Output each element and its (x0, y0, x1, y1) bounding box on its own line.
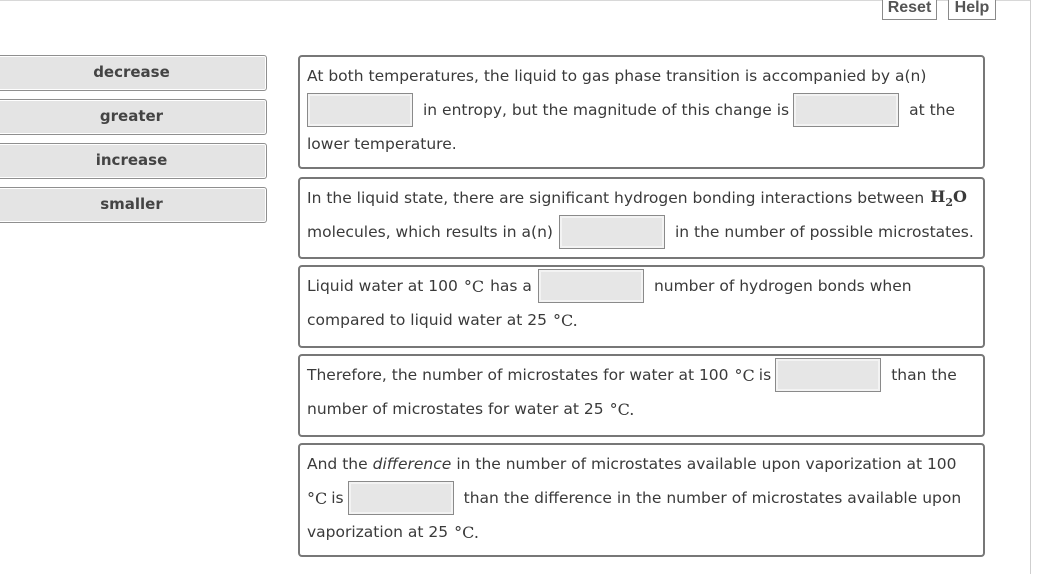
statement-box-3 (298, 265, 985, 348)
statement-text: is (758, 366, 772, 384)
drop-target-2[interactable] (559, 215, 665, 249)
statement-box-4 (298, 354, 985, 437)
unit-celsius: °C (463, 276, 485, 296)
statement-text: in the number of microstates available upon vaporization at 100 (456, 455, 957, 473)
statement-text: lower temperature. (307, 135, 457, 153)
drop-target-5[interactable] (348, 481, 454, 515)
choice-smaller[interactable]: smaller (0, 187, 267, 223)
reset-button[interactable]: Reset (882, 0, 937, 20)
formula-h2o: $H_2O$ (930, 186, 967, 210)
statement-box-1 (298, 55, 985, 169)
right-divider (1030, 0, 1031, 574)
statement-text: molecules, which results in a(n) (307, 223, 553, 241)
statement-box-5 (298, 443, 985, 557)
choice-greater[interactable]: greater (0, 99, 267, 135)
unit-celsius: °C (307, 488, 328, 508)
statement-text: number of microstates for water at 25 (307, 400, 604, 418)
choice-decrease[interactable]: decrease (0, 55, 267, 91)
statement-text: vaporization at 25 (307, 523, 449, 541)
unit-celsius: °C (734, 365, 755, 385)
statement-text: In the liquid state, there are significant hydrogen bonding interactions between (307, 189, 925, 207)
statement-text: than the difference in the number of microstates available upon (463, 489, 962, 507)
unit-celsius: °C. (552, 310, 578, 330)
statement-text: Therefore, the number of microstates for water at 100 (307, 366, 729, 384)
drop-target-1b[interactable] (793, 93, 899, 127)
statement-text: And the (307, 455, 368, 473)
statement-text: number of hydrogen bonds when (653, 277, 912, 295)
unit-celsius: °C. (609, 399, 635, 419)
drop-target-1a[interactable] (307, 93, 413, 127)
statement-text: at the (909, 101, 956, 119)
unit-celsius: °C. (454, 522, 479, 542)
statement-text: At both temperatures, the liquid to gas phase transition is accompanied by a(n) (307, 67, 927, 85)
statement-text: has a (490, 277, 532, 295)
drop-target-4[interactable] (775, 358, 881, 392)
statement-text: in entropy, but the magnitude of this change is (423, 101, 790, 119)
choice-increase[interactable]: increase (0, 143, 267, 179)
help-button[interactable]: Help (948, 0, 996, 20)
statement-text: compared to liquid water at 25 (307, 311, 547, 329)
emphasis-difference: difference (372, 455, 452, 473)
statement-text: in the number of possible microstates. (674, 223, 974, 241)
statement-text: is (331, 489, 344, 507)
statement-text: than the (891, 366, 957, 384)
statement-text: Liquid water at 100 (307, 277, 458, 295)
top-divider (0, 0, 1030, 1)
statement-box-2 (298, 177, 985, 259)
drop-target-3[interactable] (538, 269, 644, 303)
